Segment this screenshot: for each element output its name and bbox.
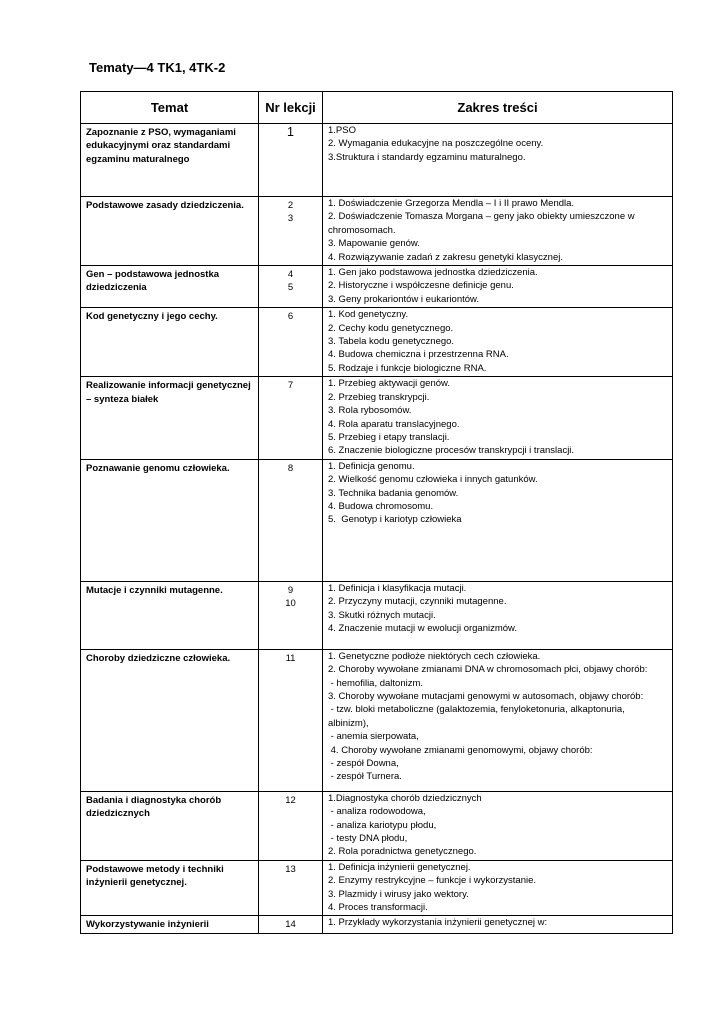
lesson-number-cell bbox=[259, 649, 323, 791]
content-cell bbox=[323, 377, 673, 459]
lesson-number-cell bbox=[259, 791, 323, 860]
content-line: - analiza kariotypu płodu, bbox=[328, 819, 437, 831]
content-line: 5. Rodzaje i funkcje biologiczne RNA. bbox=[328, 362, 487, 374]
content-line: 3. Plazmidy i wirusy jako wektory. bbox=[328, 888, 469, 900]
table-row bbox=[81, 124, 673, 197]
content-line: 6. Znaczenie biologiczne procesów transkrypcji i translacji. bbox=[328, 445, 575, 457]
content-line: 4. Budowa chemiczna i przestrzenna RNA. bbox=[328, 349, 509, 361]
content-line: - anemia sierpowata, bbox=[328, 731, 419, 743]
content-line: 3. Skutki różnych mutacji. bbox=[328, 609, 436, 621]
content-line: 2. Przebieg transkrypcji. bbox=[328, 391, 430, 403]
lesson-number: 11 bbox=[285, 652, 296, 664]
content-line: - tzw. bloki metaboliczne (galaktozemia, fenyloketonuria, alkaptonuria, albinizm), bbox=[328, 704, 628, 729]
topic-cell: Poznawanie genomu człowieka. bbox=[81, 459, 259, 581]
content-line: 4. Rola aparatu translacyjnego. bbox=[328, 418, 460, 430]
content-line: - zespół Turnera. bbox=[328, 771, 402, 783]
table-row bbox=[81, 266, 673, 308]
content-line: 4. Proces transformacji. bbox=[328, 901, 428, 913]
lesson-number-cell bbox=[259, 377, 323, 459]
content-line: 3. Mapowanie genów. bbox=[328, 238, 420, 250]
content-line: 2. Doświadczenie Tomasza Morgana – geny jako obiekty umieszczone w chromosomach. bbox=[328, 211, 638, 236]
table-row bbox=[81, 377, 673, 459]
content-line: - analiza rodowodowa, bbox=[328, 806, 426, 818]
topic-cell: Zapoznanie z PSO, wymaganiami edukacyjnymi oraz standardami egzaminu maturalnego bbox=[81, 124, 259, 197]
topic-cell: Kod genetyczny i jego cechy. bbox=[81, 308, 259, 377]
lesson-number: 1 bbox=[287, 125, 294, 139]
content-line: 3.Struktura i standardy egzaminu maturalnego. bbox=[328, 151, 526, 163]
content-line: 1. Definicja i klasyfikacja mutacji. bbox=[328, 582, 467, 594]
header-lesson-number: Nr lekcji bbox=[259, 92, 323, 124]
table-row bbox=[81, 197, 673, 266]
lesson-number: 5 bbox=[287, 282, 294, 294]
topic-cell: Realizowanie informacji genetycznej – synteza białek bbox=[81, 377, 259, 459]
document-title: Tematy—4 TK1, 4TK-2 bbox=[89, 60, 226, 75]
lesson-number: 3 bbox=[287, 213, 294, 225]
content-line: 2. Enzymy restrykcyjne – funkcje i wykorzystanie. bbox=[328, 875, 537, 887]
content-line: 3. Tabela kodu genetycznego. bbox=[328, 336, 455, 348]
lesson-number: 14 bbox=[285, 919, 296, 931]
content-cell bbox=[323, 791, 673, 860]
content-line: 2. Przyczyny mutacji, czynniki mutagenne. bbox=[328, 596, 507, 608]
table-row bbox=[81, 581, 673, 649]
table-body bbox=[81, 124, 673, 934]
content-line: 1. Przebieg aktywacji genów. bbox=[328, 378, 450, 390]
content-line: - zespół Downa, bbox=[328, 757, 399, 769]
content-line: - testy DNA płodu, bbox=[328, 832, 408, 844]
table-row bbox=[81, 916, 673, 933]
content-line: 2. Wymagania edukacyjne na poszczególne oceny. bbox=[328, 138, 544, 150]
topic-cell: Wykorzystywanie inżynierii bbox=[81, 916, 259, 933]
topics-table bbox=[80, 91, 673, 934]
lesson-number: 8 bbox=[287, 462, 294, 474]
lesson-number-cell bbox=[259, 308, 323, 377]
content-cell bbox=[323, 916, 673, 933]
content-line: 2. Choroby wywołane zmianami DNA w chromosomach płci, objawy chorób: bbox=[328, 664, 648, 676]
content-line: 5. Przebieg i etapy translacji. bbox=[328, 431, 450, 443]
lesson-number: 2 bbox=[287, 200, 294, 211]
table-row bbox=[81, 860, 673, 916]
header-content-scope: Zakres treści bbox=[323, 92, 673, 124]
lesson-number: 13 bbox=[285, 863, 296, 875]
content-line: - hemofilia, daltonizm. bbox=[328, 677, 424, 689]
content-line: 1. Doświadczenie Grzegorza Mendla – I i II prawo Mendla. bbox=[328, 198, 575, 209]
content-line: 3. Technika badania genomów. bbox=[328, 487, 459, 499]
lesson-number: 12 bbox=[285, 794, 296, 806]
table-row bbox=[81, 791, 673, 860]
content-cell bbox=[323, 197, 673, 266]
topic-cell: Gen – podstawowa jednostka dziedziczenia bbox=[81, 266, 259, 308]
content-line: 1.Diagnostyka chorób dziedzicznych bbox=[328, 792, 482, 804]
content-line: 1. Przykłady wykorzystania inżynierii genetycznej w: bbox=[328, 917, 548, 929]
content-cell bbox=[323, 649, 673, 791]
content-line: 3. Geny prokariontów i eukariontów. bbox=[328, 293, 480, 305]
content-line: 3. Choroby wywołane mutacjami genowymi w autosomach, objawy chorób: bbox=[328, 690, 644, 702]
content-cell bbox=[323, 266, 673, 308]
topic-cell: Badania i diagnostyka chorób dziedzicznych bbox=[81, 791, 259, 860]
content-line: 1. Definicja inżynierii genetycznej. bbox=[328, 861, 471, 873]
table-row bbox=[81, 459, 673, 581]
table-header-row bbox=[81, 92, 673, 124]
content-cell bbox=[323, 308, 673, 377]
lesson-number-cell bbox=[259, 581, 323, 649]
content-line: 2. Wielkość genomu człowieka i innych gatunków. bbox=[328, 474, 538, 486]
content-line: 1. Definicja genomu. bbox=[328, 460, 415, 472]
header-topic: Temat bbox=[81, 92, 259, 124]
lesson-number-cell bbox=[259, 860, 323, 916]
content-line: 1. Genetyczne podłoże niektórych cech człowieka. bbox=[328, 650, 541, 662]
content-line: 3. Rola rybosomów. bbox=[328, 405, 412, 417]
content-line: 2. Cechy kodu genetycznego. bbox=[328, 322, 454, 334]
content-cell bbox=[323, 581, 673, 649]
lesson-number-cell bbox=[259, 916, 323, 933]
lesson-number: 9 bbox=[287, 584, 294, 596]
topic-cell: Mutacje i czynniki mutagenne. bbox=[81, 581, 259, 649]
lesson-number: 7 bbox=[287, 380, 294, 392]
topic-cell: Choroby dziedziczne człowieka. bbox=[81, 649, 259, 791]
lesson-number: 10 bbox=[285, 598, 296, 610]
table-row bbox=[81, 308, 673, 377]
table-row bbox=[81, 649, 673, 791]
lesson-number: 6 bbox=[287, 311, 294, 323]
topic-cell: Podstawowe zasady dziedziczenia. bbox=[81, 197, 259, 266]
content-line: 5. Genotyp i kariotyp człowieka bbox=[328, 514, 462, 526]
lesson-number-cell bbox=[259, 459, 323, 581]
content-line: 2. Rola poradnictwa genetycznego. bbox=[328, 846, 477, 858]
content-line: 4. Budowa chromosomu. bbox=[328, 500, 434, 512]
content-line: 4. Rozwiązywanie zadań z zakresu genetyki klasycznej. bbox=[328, 251, 563, 263]
content-cell bbox=[323, 860, 673, 916]
lesson-number: 4 bbox=[287, 269, 294, 281]
content-line: 2. Historyczne i współczesne definicje genu. bbox=[328, 280, 514, 292]
content-cell bbox=[323, 459, 673, 581]
content-line: 1. Kod genetyczny. bbox=[328, 309, 409, 321]
lesson-number-cell bbox=[259, 197, 323, 266]
content-line: 1.PSO bbox=[328, 125, 356, 136]
content-line: 1. Gen jako podstawowa jednostka dziedziczenia. bbox=[328, 267, 538, 279]
lesson-number-cell bbox=[259, 266, 323, 308]
topic-cell: Podstawowe metody i techniki inżynierii genetycznej. bbox=[81, 860, 259, 916]
lesson-number-cell bbox=[259, 124, 323, 197]
content-cell bbox=[323, 124, 673, 197]
content-line: 4. Znaczenie mutacji w ewolucji organizmów. bbox=[328, 622, 518, 634]
content-line: 4. Choroby wywołane zmianami genomowymi, objawy chorób: bbox=[328, 744, 593, 756]
